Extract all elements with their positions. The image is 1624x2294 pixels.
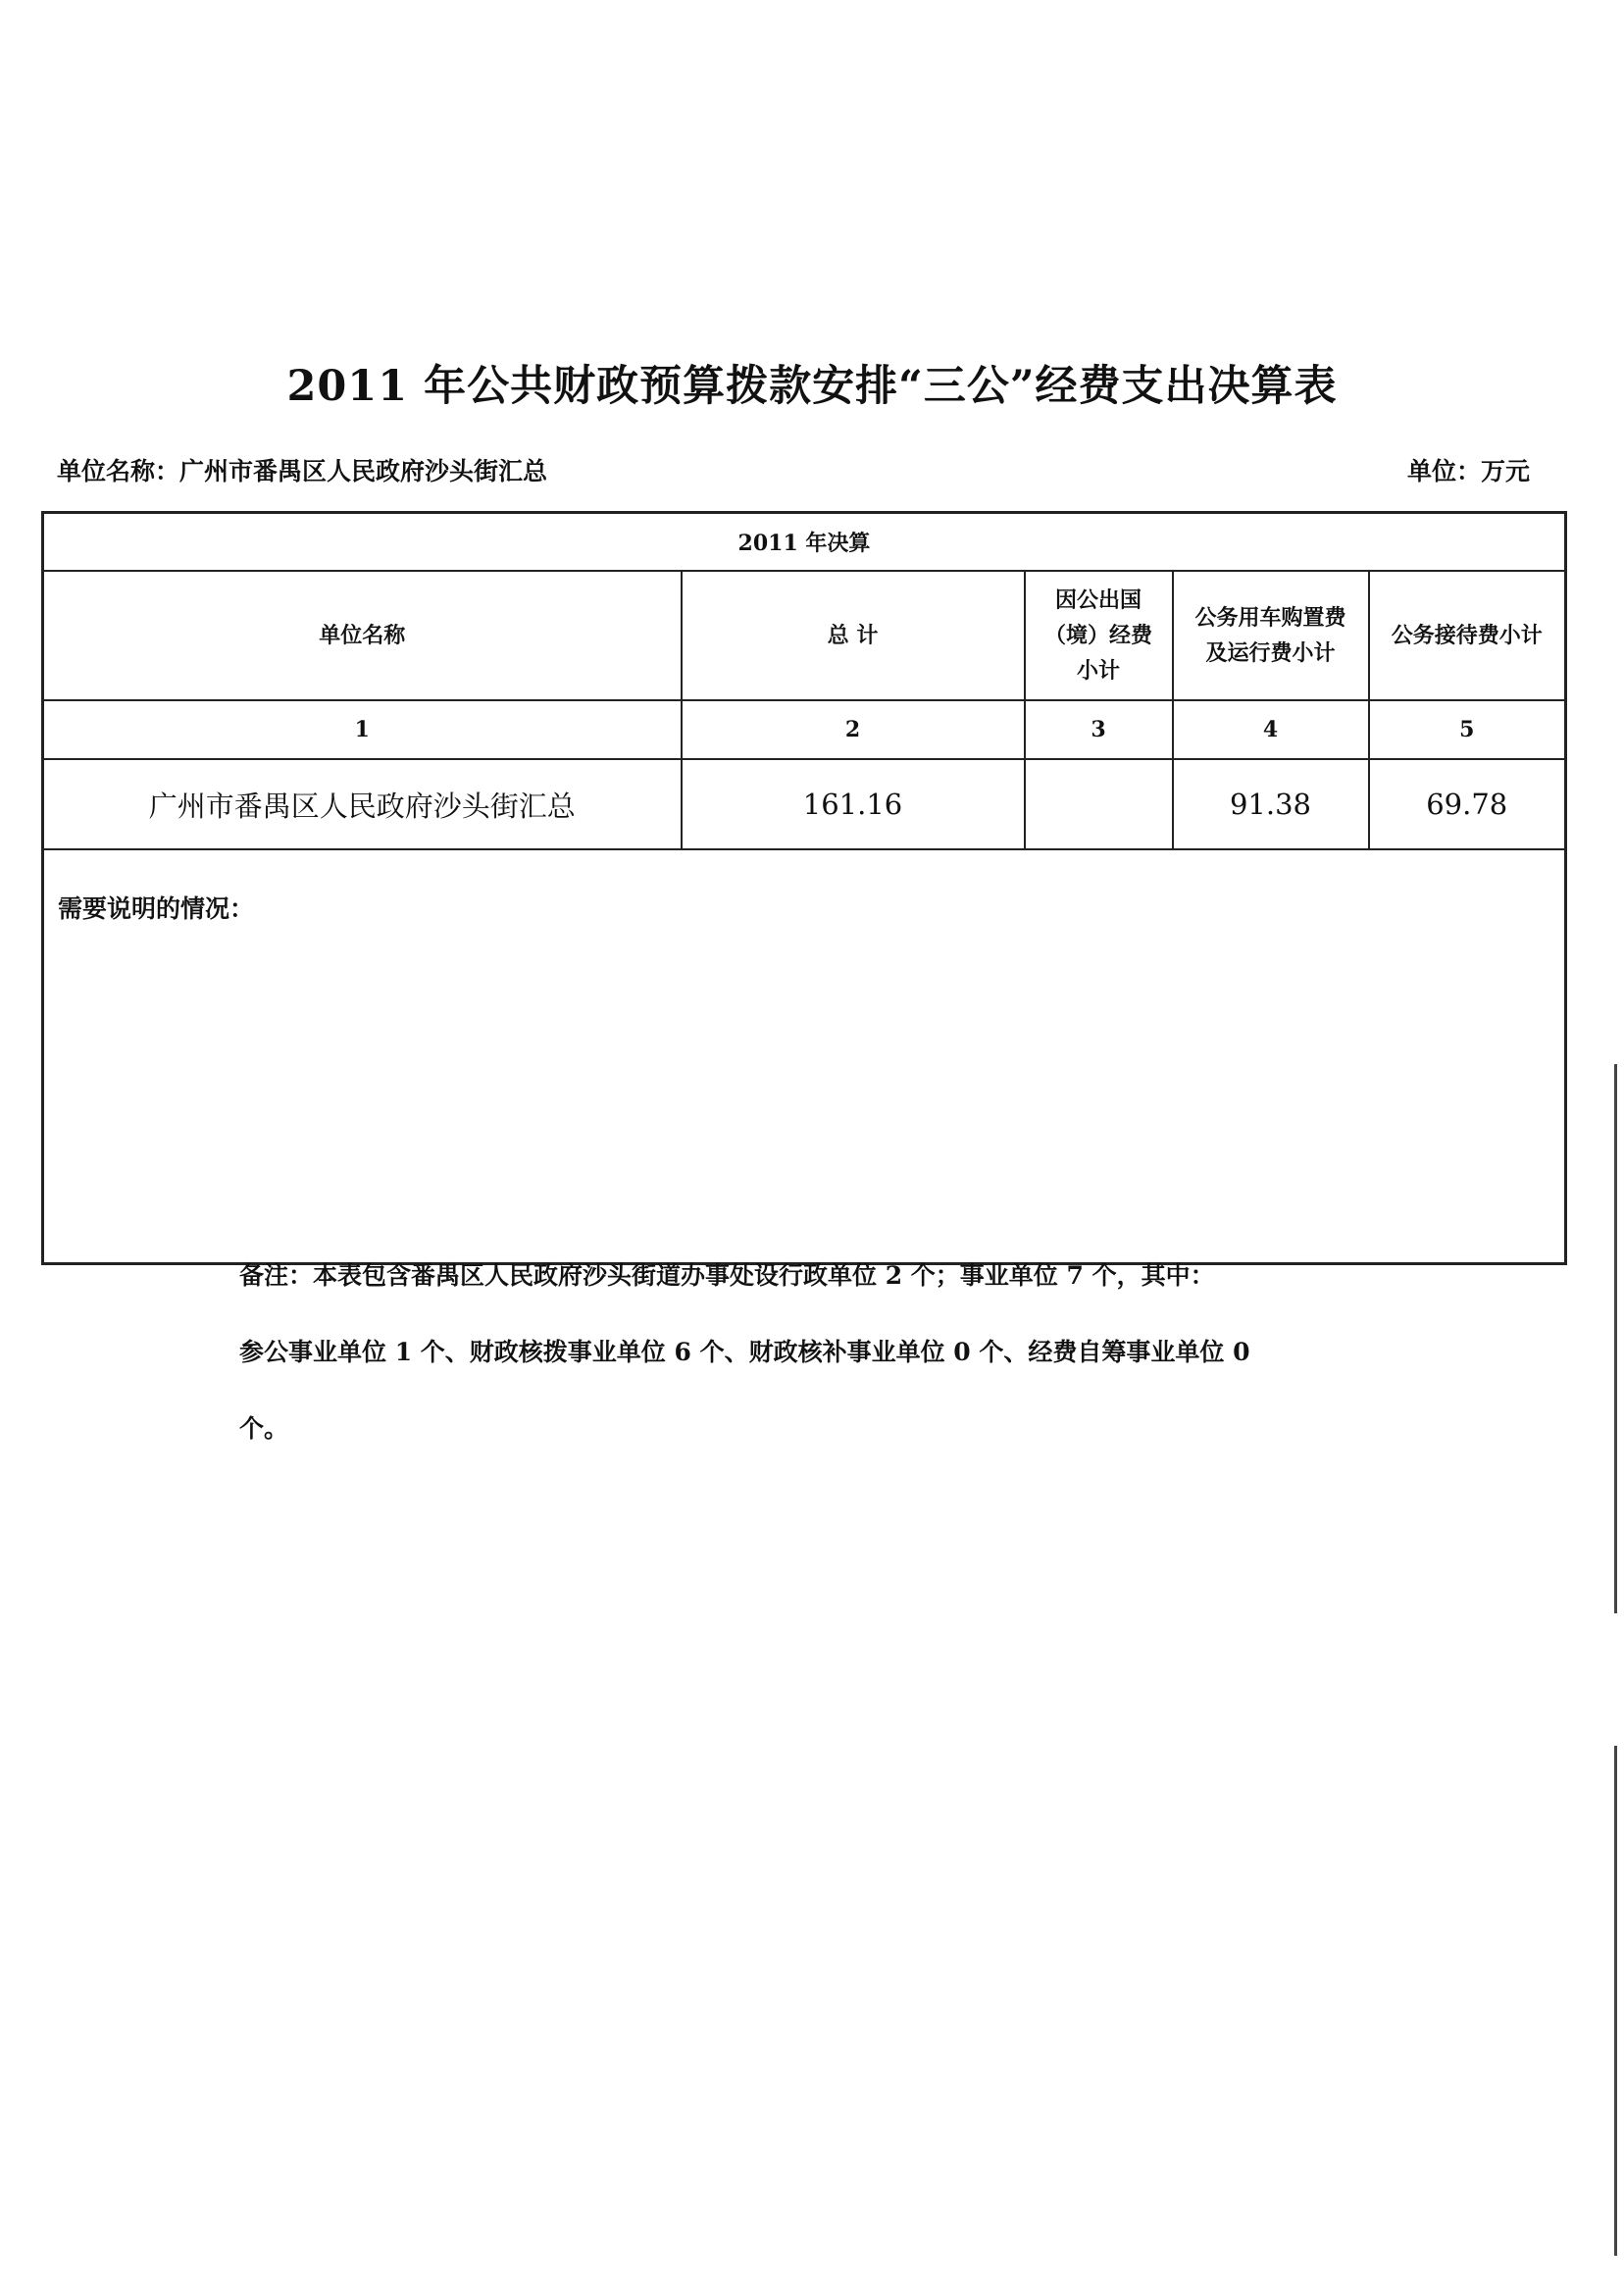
row-reception-value: 69.78	[1369, 759, 1566, 849]
remarks-block	[239, 1251, 1396, 1481]
header-vehicles-label: 公务用车购置费及运行费小计	[1194, 605, 1346, 666]
header-total	[682, 571, 1025, 700]
index-cell: 5	[1369, 700, 1566, 759]
currency-unit-label: 单位：万元	[1406, 457, 1530, 485]
table-index-row	[43, 700, 1566, 759]
unit-name-line: 单位名称：广州市番禺区人民政府沙头街汇总	[57, 457, 548, 485]
table-period-row	[43, 513, 1566, 572]
remarks-line-1: 备注：本表包含番禺区人民政府沙头街道办事处设行政单位 2 个；事业单位 7 个，其中：	[239, 1261, 1215, 1290]
row-total-value: 161.16	[682, 759, 1025, 849]
remarks-line-2: 参公事业单位 1 个、财政核拨事业单位 6 个、财政核补事业单位 0 个、经费自筹事业单位 0	[239, 1338, 1250, 1366]
row-unit-name: 广州市番禺区人民政府沙头街汇总	[43, 759, 682, 849]
index-cell: 1	[43, 700, 682, 759]
table-notes-row	[43, 849, 1566, 1264]
notes-cell	[43, 849, 1566, 1264]
header-unit-name	[43, 571, 682, 700]
header-overseas	[1025, 571, 1173, 700]
period-header-cell: 2011 年决算	[43, 513, 1566, 572]
header-total-label: 总 计	[827, 623, 879, 648]
table-header-row	[43, 571, 1566, 700]
scan-edge-mark	[1614, 1746, 1617, 2256]
row-vehicles-value: 91.38	[1173, 759, 1369, 849]
notes-label: 需要说明的情况：	[58, 894, 255, 923]
header-unit-name-label: 单位名称	[319, 623, 406, 648]
table-row	[43, 759, 1566, 849]
header-reception	[1369, 571, 1566, 700]
index-cell: 3	[1025, 700, 1173, 759]
header-overseas-label: 因公出国（境）经费小计	[1043, 587, 1152, 684]
page-title: 2011 年公共财政预算拨款安排“三公”经费支出决算表	[286, 362, 1338, 411]
row-overseas-value	[1025, 759, 1173, 849]
header-reception-label: 公务接待费小计	[1391, 623, 1543, 648]
index-cell: 2	[682, 700, 1025, 759]
scan-edge-mark	[1614, 1064, 1617, 1613]
index-cell: 4	[1173, 700, 1369, 759]
remarks-line-3: 个。	[239, 1414, 289, 1443]
budget-table	[41, 511, 1567, 1265]
header-vehicles	[1173, 571, 1369, 700]
